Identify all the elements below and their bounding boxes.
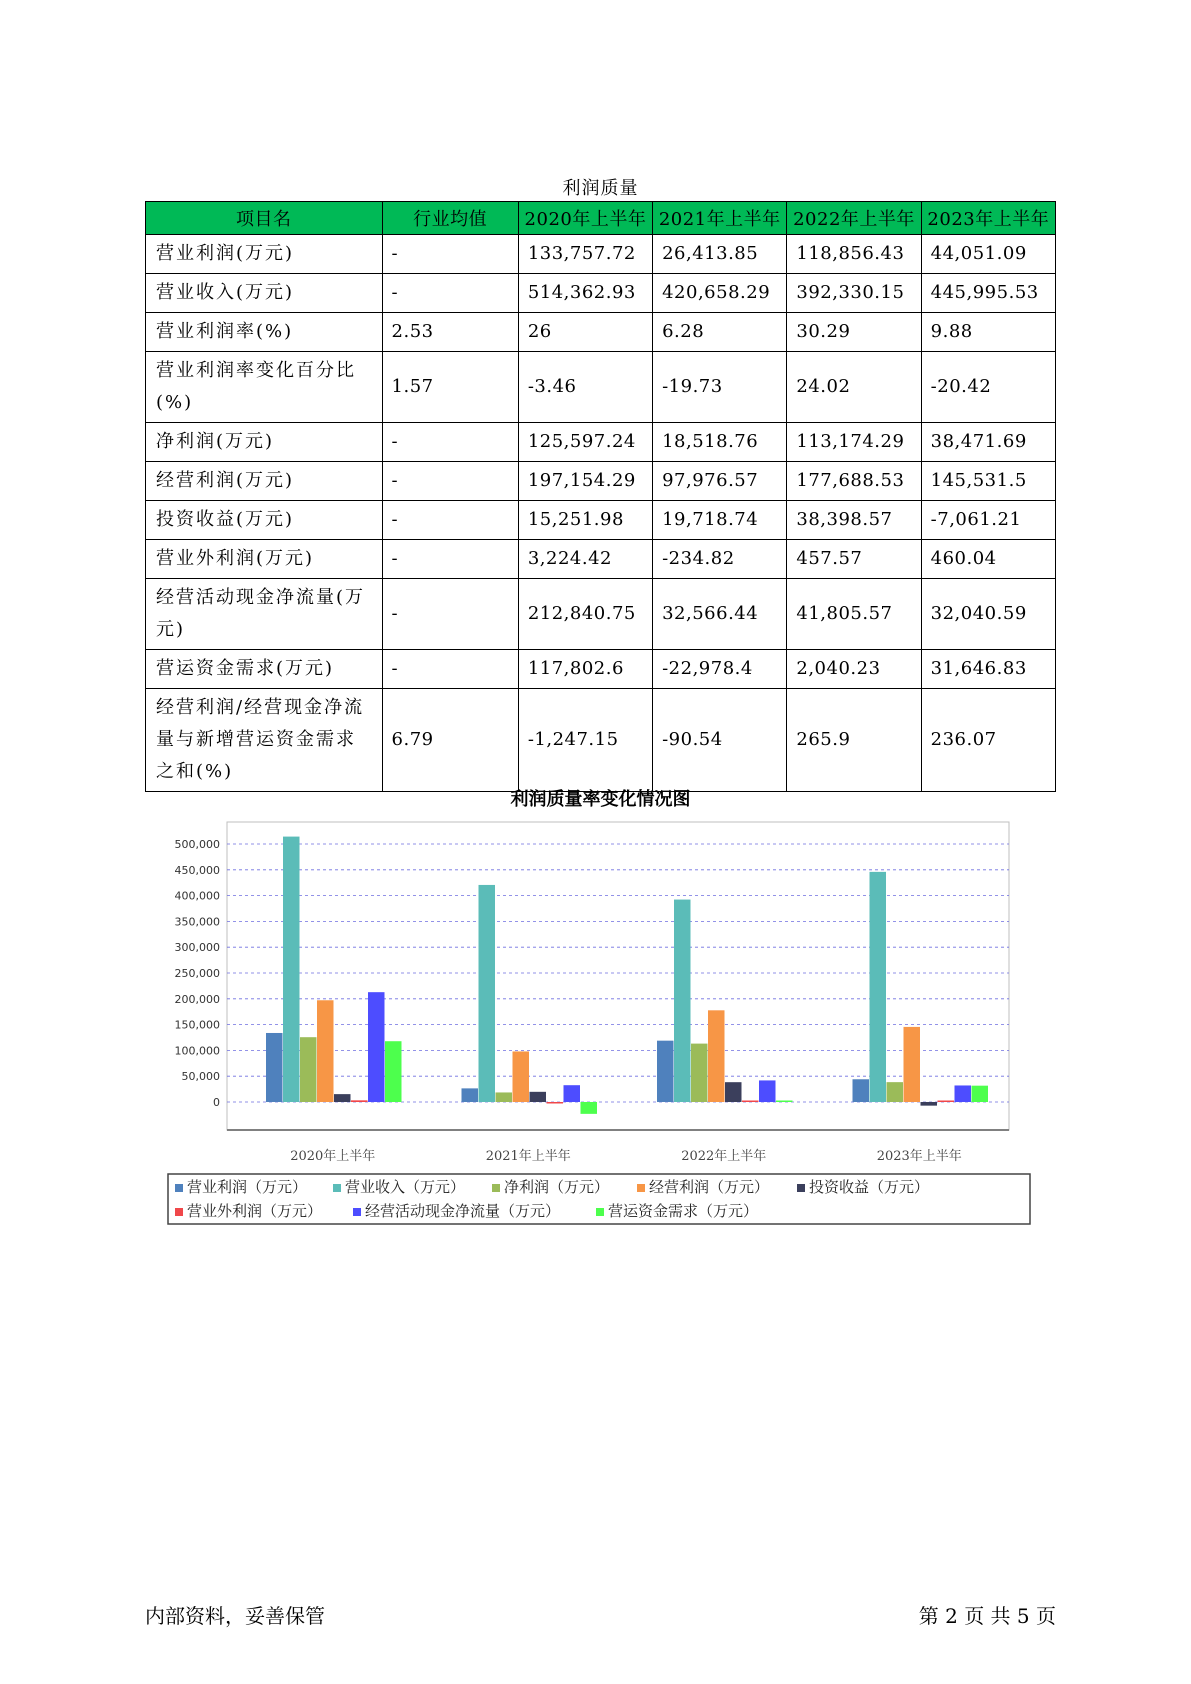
bar (581, 1102, 598, 1114)
table-cell: -3.46 (518, 352, 652, 423)
bar (776, 1101, 793, 1103)
chart-title: 利润质量率变化情况图 (510, 789, 691, 810)
table-cell: 445,995.53 (921, 274, 1055, 313)
header-cell: 2023年上半年 (921, 202, 1055, 235)
bar (564, 1085, 581, 1102)
bar (530, 1092, 547, 1102)
table-cell: 420,658.29 (653, 274, 787, 313)
table-cell: 113,174.29 (787, 423, 921, 462)
y-tick-label: 250,000 (174, 967, 220, 980)
y-tick-label: 100,000 (174, 1044, 220, 1058)
legend-label: 经营利润（万元） (649, 1178, 770, 1196)
legend-label: 营业外利润（万元） (187, 1202, 323, 1220)
y-tick-label: 400,000 (174, 889, 220, 903)
table-cell: 6.79 (382, 689, 518, 792)
table-title: 利润质量 (562, 178, 639, 199)
table-cell: 212,840.75 (518, 579, 652, 650)
bar (708, 1010, 725, 1102)
table-cell: -1,247.15 (518, 689, 652, 792)
bar (870, 872, 887, 1102)
table-cell: 1.57 (382, 352, 518, 423)
bar (266, 1033, 283, 1102)
table-cell: 32,566.44 (653, 579, 787, 650)
row-label: 营业利润(万元) (146, 235, 383, 274)
table-cell: 19,718.74 (653, 501, 787, 540)
table-cell: - (382, 501, 518, 540)
table-cell: 18,518.76 (653, 423, 787, 462)
table-cell: 118,856.43 (787, 235, 921, 274)
row-label: 营业利润率(%) (146, 313, 383, 352)
bar (725, 1082, 742, 1102)
bar (462, 1088, 479, 1102)
table-cell: 31,646.83 (921, 650, 1055, 689)
table-cell: 236.07 (921, 689, 1055, 792)
table-cell: 177,688.53 (787, 462, 921, 501)
legend-swatch (637, 1184, 645, 1192)
table-cell: 145,531.5 (921, 462, 1055, 501)
row-label: 经营利润(万元) (146, 462, 383, 501)
table-cell: - (382, 579, 518, 650)
legend-swatch (333, 1184, 341, 1192)
y-tick-label: 500,000 (174, 838, 220, 851)
table-cell: 38,471.69 (921, 423, 1055, 462)
table-cell: -19.73 (653, 352, 787, 423)
x-tick-label: 2023年上半年 (876, 1149, 962, 1164)
legend-swatch (797, 1184, 805, 1192)
table-cell: - (382, 423, 518, 462)
legend-swatch (353, 1208, 361, 1216)
header-cell: 2020年上半年 (518, 202, 652, 235)
y-tick-label: 350,000 (174, 915, 220, 929)
table-cell: 265.9 (787, 689, 921, 792)
table-cell: 2.53 (382, 313, 518, 352)
bar (955, 1085, 972, 1102)
table-cell: 117,802.6 (518, 650, 652, 689)
row-label: 经营活动现金净流量(万元) (146, 579, 383, 650)
y-tick-label: 150,000 (174, 1018, 220, 1032)
y-tick-label: 300,000 (174, 941, 220, 955)
y-tick-label: 450,000 (174, 863, 220, 877)
legend-label: 营运资金需求（万元） (608, 1202, 759, 1220)
table-cell: 3,224.42 (518, 540, 652, 579)
bar (853, 1079, 870, 1102)
bar (385, 1041, 402, 1102)
table-cell: 457.57 (787, 540, 921, 579)
y-tick-label: 200,000 (174, 992, 220, 1006)
table-cell: 38,398.57 (787, 501, 921, 540)
bar (479, 885, 496, 1102)
header-cell: 2022年上半年 (787, 202, 921, 235)
table-cell: 15,251.98 (518, 501, 652, 540)
bar (657, 1041, 674, 1102)
header-cell: 行业均值 (382, 202, 518, 235)
header-cell: 项目名 (146, 202, 383, 235)
row-label: 营业外利润(万元) (146, 540, 383, 579)
bar (759, 1080, 776, 1102)
table-cell: 133,757.72 (518, 235, 652, 274)
legend-label: 净利润（万元） (504, 1178, 610, 1196)
y-tick-label: 0 (213, 1096, 220, 1109)
table-cell: 26,413.85 (653, 235, 787, 274)
table-cell: 30.29 (787, 313, 921, 352)
y-tick-label: 50,000 (181, 1070, 220, 1084)
table-cell: 44,051.09 (921, 235, 1055, 274)
x-tick-label: 2021年上半年 (485, 1149, 571, 1164)
row-label: 营运资金需求(万元) (146, 650, 383, 689)
table-cell: - (382, 650, 518, 689)
legend-label: 营业收入（万元） (345, 1178, 466, 1196)
table-cell: -234.82 (653, 540, 787, 579)
legend-label: 营业利润（万元） (187, 1178, 308, 1196)
table-cell: 125,597.24 (518, 423, 652, 462)
bar (938, 1101, 955, 1103)
bar (547, 1102, 564, 1104)
x-tick-label: 2020年上半年 (290, 1149, 376, 1164)
row-label: 净利润(万元) (146, 423, 383, 462)
bar (283, 837, 300, 1102)
row-label: 投资收益(万元) (146, 501, 383, 540)
table-cell: 460.04 (921, 540, 1055, 579)
bar (887, 1082, 904, 1102)
bar (674, 900, 691, 1102)
page-number: 第 2 页 共 5 页 (918, 1604, 1056, 1628)
table-cell: -20.42 (921, 352, 1055, 423)
table-cell: - (382, 274, 518, 313)
table-cell: -7,061.21 (921, 501, 1055, 540)
legend-swatch (492, 1184, 500, 1192)
legend-swatch (175, 1208, 183, 1216)
bar (742, 1101, 759, 1103)
table-cell: 32,040.59 (921, 579, 1055, 650)
legend-swatch (175, 1184, 183, 1192)
table-cell: -90.54 (653, 689, 787, 792)
table-cell: 26 (518, 313, 652, 352)
table-cell: 41,805.57 (787, 579, 921, 650)
row-label: 经营利润/经营现金净流量与新增营运资金需求之和(%) (146, 689, 383, 792)
legend-label: 投资收益（万元） (809, 1178, 930, 1196)
row-label: 营业收入(万元) (146, 274, 383, 313)
table-cell: 514,362.93 (518, 274, 652, 313)
table-cell: 6.28 (653, 313, 787, 352)
table-cell: 197,154.29 (518, 462, 652, 501)
bar (300, 1037, 317, 1102)
table-cell: 24.02 (787, 352, 921, 423)
table-cell: -22,978.4 (653, 650, 787, 689)
bar (972, 1086, 989, 1102)
row-label: 营业利润率变化百分比(%) (146, 352, 383, 423)
bar (496, 1092, 513, 1102)
legend-swatch (596, 1208, 604, 1216)
bar (691, 1044, 708, 1102)
table-cell: 392,330.15 (787, 274, 921, 313)
x-tick-label: 2022年上半年 (681, 1149, 767, 1164)
bar (351, 1100, 368, 1102)
bar (904, 1027, 921, 1102)
table-cell: 9.88 (921, 313, 1055, 352)
header-cell: 2021年上半年 (653, 202, 787, 235)
bar (368, 992, 385, 1102)
footer-note: 内部资料，妥善保管 (145, 1604, 325, 1628)
bar (921, 1102, 938, 1106)
bar (334, 1094, 351, 1102)
table-cell: - (382, 462, 518, 501)
bar (317, 1000, 334, 1102)
table-cell: - (382, 235, 518, 274)
bar (513, 1051, 530, 1102)
table-cell: 2,040.23 (787, 650, 921, 689)
table-cell: 97,976.57 (653, 462, 787, 501)
table-cell: - (382, 540, 518, 579)
legend-label: 经营活动现金净流量（万元） (365, 1202, 561, 1220)
